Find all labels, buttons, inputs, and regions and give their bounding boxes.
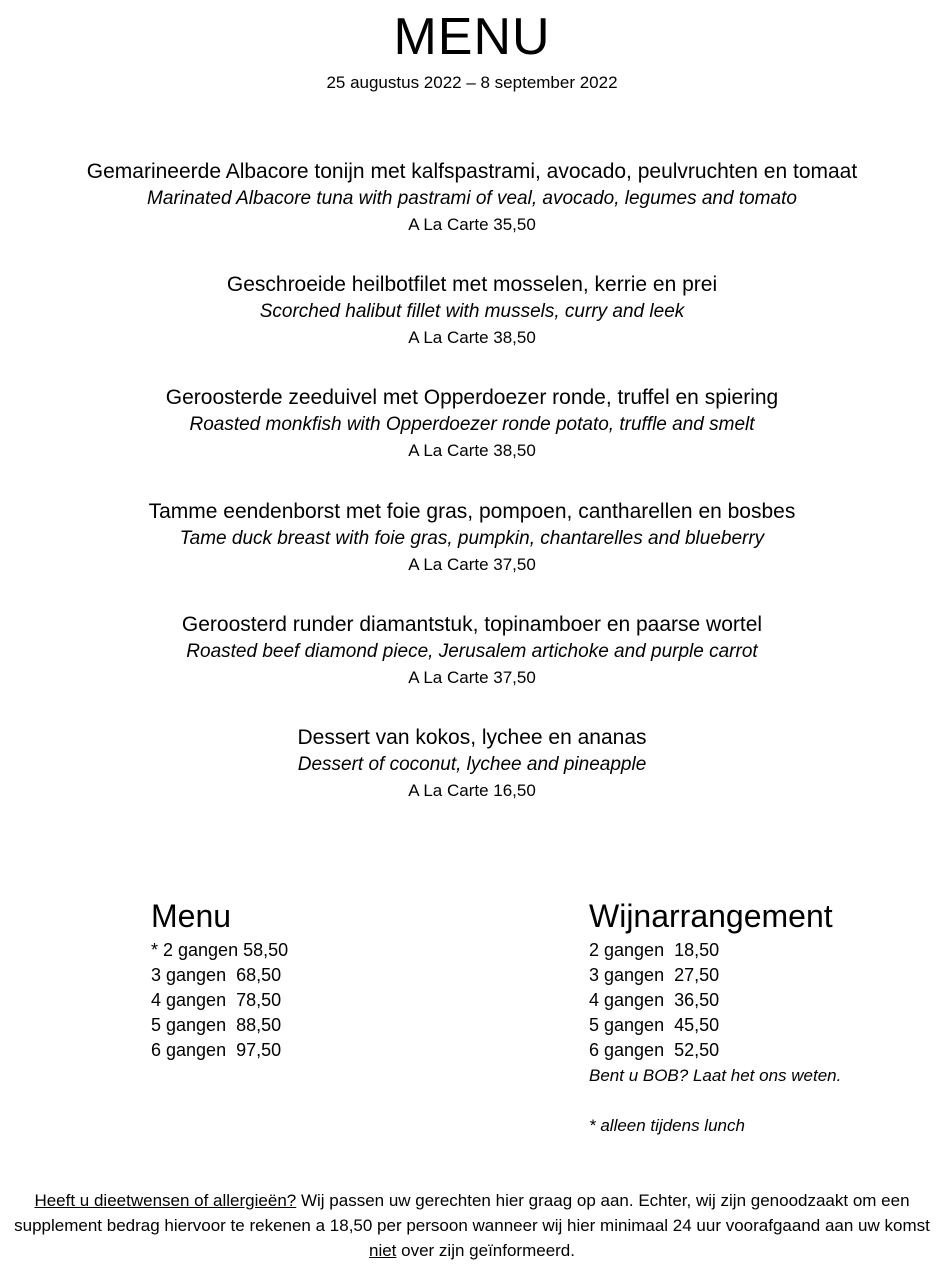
price-line: 5 gangen 88,50 <box>151 1015 282 1035</box>
dish-name-nl: Gemarineerde Albacore tonijn met kalfspastrami, avocado, peulvruchten en tomaat <box>86 160 858 183</box>
price-line: 5 gangen 45,50 <box>589 1015 720 1035</box>
page-title: MENU <box>393 8 551 66</box>
dish-price: A La Carte 37,50 <box>408 555 536 574</box>
dish-price: A La Carte 37,50 <box>408 668 536 687</box>
dish-item <box>0 611 944 691</box>
allergy-link[interactable]: Heeft u dieetwensen of allergieën? <box>34 1191 297 1210</box>
dish-price: A La Carte 16,50 <box>408 781 536 800</box>
wine-pairing-heading: Wijnarrangement <box>589 898 833 934</box>
dish-name-nl: Geroosterd runder diamantstuk, topinamboer en paarse wortel <box>181 613 763 636</box>
menu-prices-heading: Menu <box>151 898 232 934</box>
price-line: 3 gangen 27,50 <box>589 965 720 985</box>
dish-item <box>0 724 944 804</box>
dish-item <box>0 384 944 464</box>
dish-name-nl: Geroosterde zeeduivel met Opperdoezer ronde, truffel en spiering <box>165 386 779 409</box>
dish-name-en: Tame duck breast with foie gras, pumpkin, chantarelles and blueberry <box>179 528 765 549</box>
bob-note: Bent u BOB? Laat het ons weten. <box>589 1066 842 1085</box>
allergy-footer <box>0 1188 944 1263</box>
price-line: 4 gangen 36,50 <box>589 990 720 1010</box>
wine-pairing-section <box>589 896 841 1138</box>
dish-price: A La Carte 35,50 <box>408 215 536 234</box>
price-line: 2 gangen 18,50 <box>589 940 720 960</box>
price-line: 4 gangen 78,50 <box>151 990 282 1010</box>
price-line: 6 gangen 97,50 <box>151 1040 282 1060</box>
dish-name-nl: Geschroeide heilbotfilet met mosselen, kerrie en prei <box>226 273 718 296</box>
price-line: 3 gangen 68,50 <box>151 965 282 985</box>
spacer <box>589 1088 841 1113</box>
dish-name-en: Marinated Albacore tuna with pastrami of veal, avocado, legumes and tomato <box>147 188 797 209</box>
dish-item <box>0 498 944 578</box>
dish-name-en: Roasted beef diamond piece, Jerusalem artichoke and purple carrot <box>186 641 758 662</box>
dish-name-nl: Dessert van kokos, lychee en ananas <box>297 726 647 749</box>
price-line: * 2 gangen 58,50 <box>151 940 289 960</box>
menu-date-range: 25 augustus 2022 – 8 september 2022 <box>326 73 618 92</box>
dish-item <box>0 271 944 351</box>
lunch-note: * alleen tijdens lunch <box>589 1116 745 1135</box>
footer-emphasis: niet <box>368 1241 397 1260</box>
footer-text: over zijn geïnformeerd. <box>396 1241 575 1260</box>
dish-name-en: Scorched halibut fillet with mussels, curry and leek <box>259 301 685 322</box>
dish-item <box>0 158 944 238</box>
dish-name-en: Roasted monkfish with Opperdoezer ronde potato, truffle and smelt <box>189 414 755 435</box>
menu-prices-section <box>151 896 288 1063</box>
dish-name-en: Dessert of coconut, lychee and pineapple <box>297 754 647 775</box>
price-line: 6 gangen 52,50 <box>589 1040 720 1060</box>
dish-name-nl: Tamme eendenborst met foie gras, pompoen, cantharellen en bosbes <box>148 500 796 523</box>
footer-text: Wij passen uw gerechten hier graag op aan. Echter, wij zijn genoodzaakt om een supplement bedrag hiervoor te rekenen a 18,50 per persoon wanneer wij hier minimaal 24 uur voorafgaand aan uw komst <box>14 1191 930 1235</box>
dish-price: A La Carte 38,50 <box>408 328 536 347</box>
dish-price: A La Carte 38,50 <box>408 441 536 460</box>
